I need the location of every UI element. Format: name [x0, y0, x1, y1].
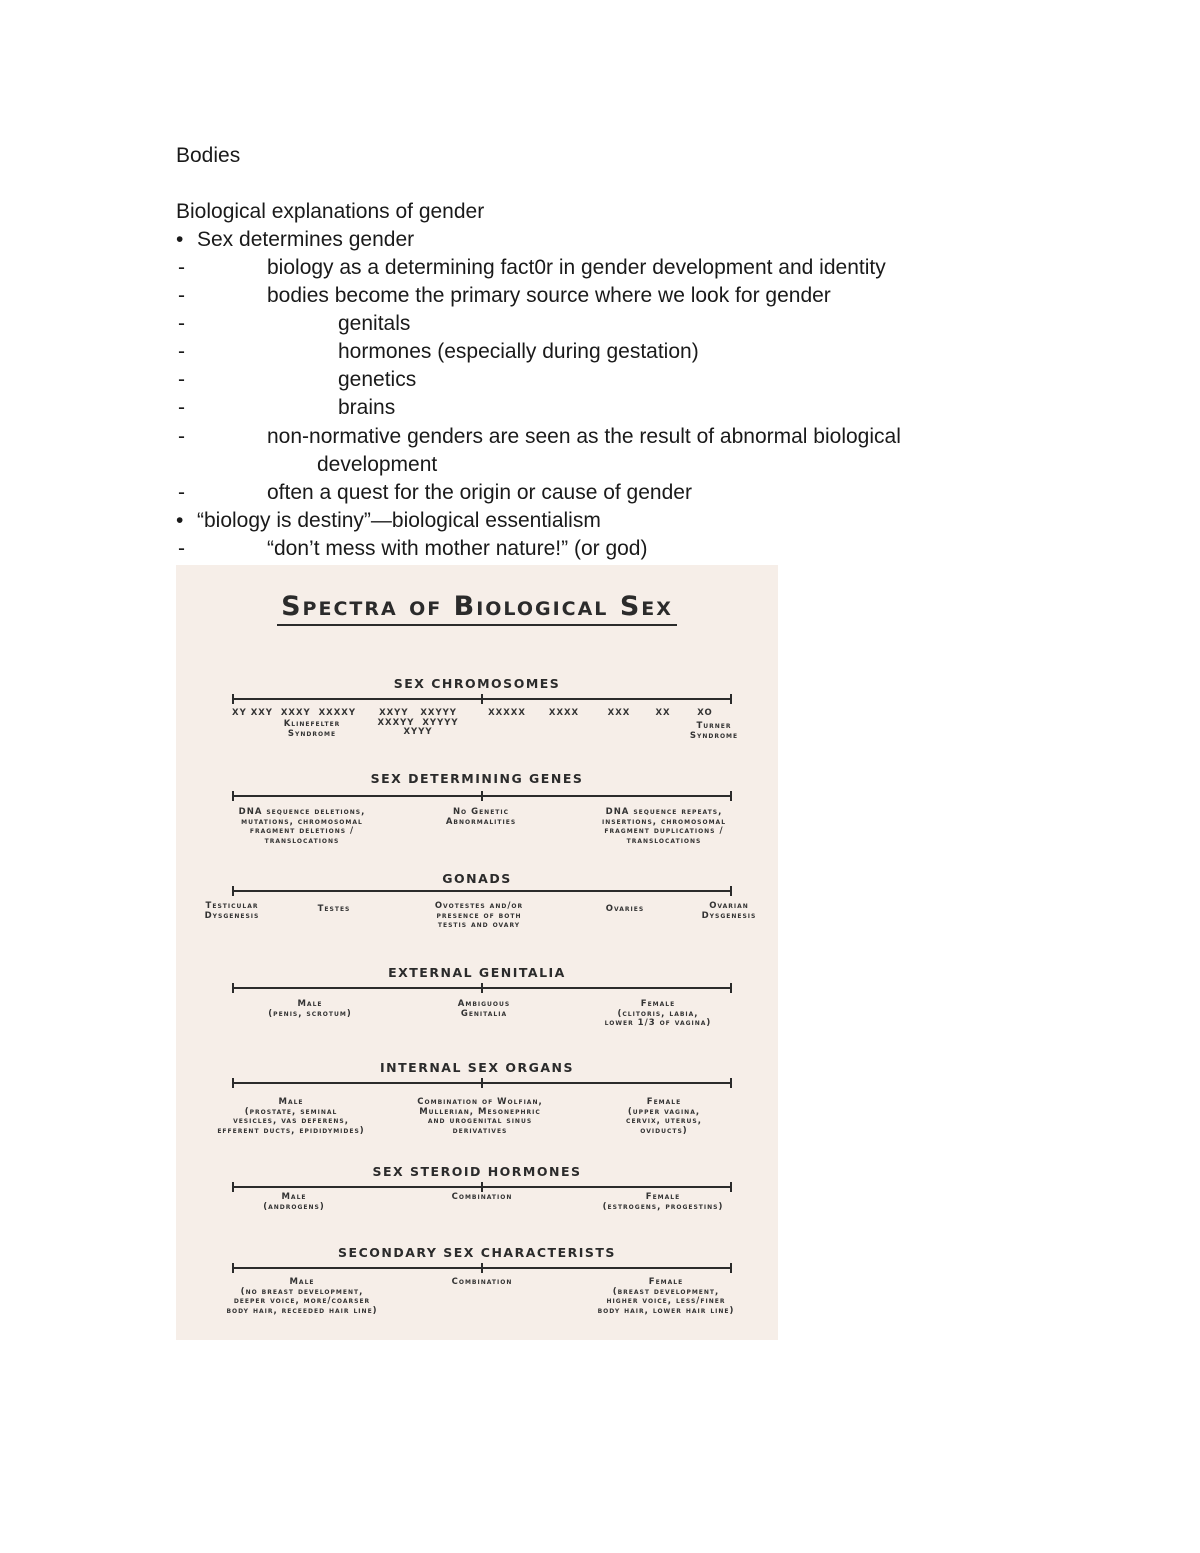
- dash-marker: -: [178, 256, 185, 279]
- axis-tick: [481, 1263, 483, 1273]
- spectrum-label: XX: [655, 708, 671, 718]
- bullet-marker: •: [176, 228, 184, 251]
- spectrum-axis: [232, 694, 732, 704]
- spectrum-label: DNA sequence deletions, mutations, chromosomal fragment deletions / translocations: [238, 807, 366, 846]
- section-heading-gonads: GONADS: [442, 871, 512, 886]
- list-item: “biology is destiny”—biological essentialism: [197, 509, 601, 532]
- section-heading-secondary-sex-characteristics: SECONDARY SEX CHARACTERISTS: [338, 1245, 616, 1260]
- spectrum-axis: [232, 1263, 732, 1273]
- list-item: non-normative genders are seen as the result of abnormal biological: [267, 425, 901, 448]
- axis-tick: [730, 1078, 732, 1088]
- spectrum-label: XXYY XXYYY XXXYY XYYYY XYYY: [377, 708, 459, 737]
- list-item: genitals: [338, 312, 411, 335]
- axis-tick: [481, 983, 483, 993]
- list-item: “don’t mess with mother nature!” (or god): [267, 537, 648, 560]
- spectrum-label: Male (androgens): [263, 1192, 325, 1212]
- spectrum-label: XXXXX: [488, 708, 526, 718]
- dash-marker: -: [178, 481, 185, 504]
- spectrum-label: Male (prostate, seminal vesicles, vas deferens, efferent ducts, epididymides): [217, 1097, 365, 1136]
- spectrum-label: Combination: [451, 1277, 513, 1287]
- spectrum-axis: [232, 886, 732, 896]
- section-heading-external-genitalia: EXTERNAL GENITALIA: [388, 965, 566, 980]
- spectrum-label: Testicular Dysgenesis: [204, 901, 260, 921]
- spectrum-label: Male (penis, scrotum): [268, 999, 352, 1019]
- spectrum-label: Ovaries: [605, 904, 645, 914]
- axis-tick: [481, 791, 483, 801]
- dash-marker: -: [178, 368, 185, 391]
- axis-tick: [232, 983, 234, 993]
- dash-marker: -: [178, 312, 185, 335]
- list-item: brains: [338, 396, 396, 419]
- axis-tick: [232, 1182, 234, 1192]
- spectrum-label: Combination of Wolfian, Mullerian, Mesonephric and urogenital sinus derivatives: [417, 1097, 543, 1136]
- axis-tick: [232, 886, 234, 896]
- spectrum-axis: [232, 791, 732, 801]
- spectrum-label: XO: [697, 708, 713, 718]
- axis-tick: [730, 983, 732, 993]
- section-heading-sex-steroid-hormones: SEX STEROID HORMONES: [372, 1164, 582, 1179]
- dash-marker: -: [178, 340, 185, 363]
- axis-line: [232, 890, 732, 892]
- axis-tick: [481, 694, 483, 704]
- spectrum-label: Female (upper vagina, cervix, uterus, oviducts): [626, 1097, 702, 1136]
- section-heading-sex-determining-genes: SEX DETERMINING GENES: [370, 771, 584, 786]
- spectrum-label: Female (estrogens, progestins): [602, 1192, 724, 1212]
- spectrum-label: Testes: [317, 904, 351, 914]
- axis-tick: [232, 1078, 234, 1088]
- list-item: Sex determines gender: [197, 228, 415, 251]
- list-item: genetics: [338, 368, 417, 391]
- spectrum-label: Klinefelter Syndrome: [283, 719, 341, 739]
- axis-tick: [730, 1182, 732, 1192]
- section-heading-internal-sex-organs: INTERNAL SEX ORGANS: [380, 1060, 574, 1075]
- axis-tick: [730, 886, 732, 896]
- spectrum-label: Ovotestes and/or presence of both testis and ovary: [434, 901, 524, 930]
- spectrum-label: XXX: [607, 708, 631, 718]
- spectrum-label: No Genetic Abnormalities: [445, 807, 517, 827]
- dash-marker: -: [178, 425, 185, 448]
- spectrum-label: Female (clitoris, labia, lower 1/3 of vagina): [604, 999, 712, 1028]
- spectrum-label: Female (breast development, higher voice, less/finer body hair, lower hair line): [597, 1277, 735, 1316]
- dash-marker: -: [178, 284, 185, 307]
- axis-tick: [730, 1263, 732, 1273]
- figure-title: [176, 591, 778, 622]
- section-heading-sex-chromosomes: SEX CHROMOSOMES: [393, 676, 561, 691]
- axis-tick: [232, 791, 234, 801]
- document-title: Bodies: [176, 144, 241, 167]
- dash-marker: -: [178, 537, 185, 560]
- axis-tick: [481, 1182, 483, 1192]
- section-heading: Biological explanations of gender: [176, 200, 485, 223]
- dash-marker: -: [178, 396, 185, 419]
- spectrum-axis: [232, 1182, 732, 1192]
- axis-tick: [481, 1078, 483, 1088]
- list-item: often a quest for the origin or cause of gender: [267, 481, 692, 504]
- spectrum-label: Ambiguous Genitalia: [457, 999, 511, 1019]
- list-item-continuation: development: [317, 453, 438, 476]
- axis-tick: [730, 694, 732, 704]
- spectrum-axis: [232, 1078, 732, 1088]
- spectrum-label: XY XXY XXXY XXXXY: [232, 708, 356, 718]
- spectrum-axis: [232, 983, 732, 993]
- list-item: biology as a determining fact0r in gender development and identity: [267, 256, 886, 279]
- spectra-figure: [176, 565, 778, 1340]
- list-item: bodies become the primary source where we look for gender: [267, 284, 831, 307]
- spectrum-label: DNA sequence repeats, insertions, chromosomal fragment duplications / translocations: [601, 807, 727, 846]
- axis-tick: [730, 791, 732, 801]
- spectrum-label: Turner Syndrome: [689, 721, 739, 741]
- spectrum-label: Combination: [451, 1192, 513, 1202]
- axis-tick: [232, 1263, 234, 1273]
- list-item: hormones (especially during gestation): [338, 340, 699, 363]
- spectrum-label: Male (no breast development, deeper voice, more/coarser body hair, receeded hair line): [226, 1277, 378, 1316]
- axis-tick: [232, 694, 234, 704]
- spectrum-label: Ovarian Dysgenesis: [701, 901, 757, 921]
- spectrum-label: XXXX: [548, 708, 580, 718]
- bullet-marker: •: [176, 509, 184, 532]
- figure-title-text: Spectra of Biological Sex: [277, 591, 677, 626]
